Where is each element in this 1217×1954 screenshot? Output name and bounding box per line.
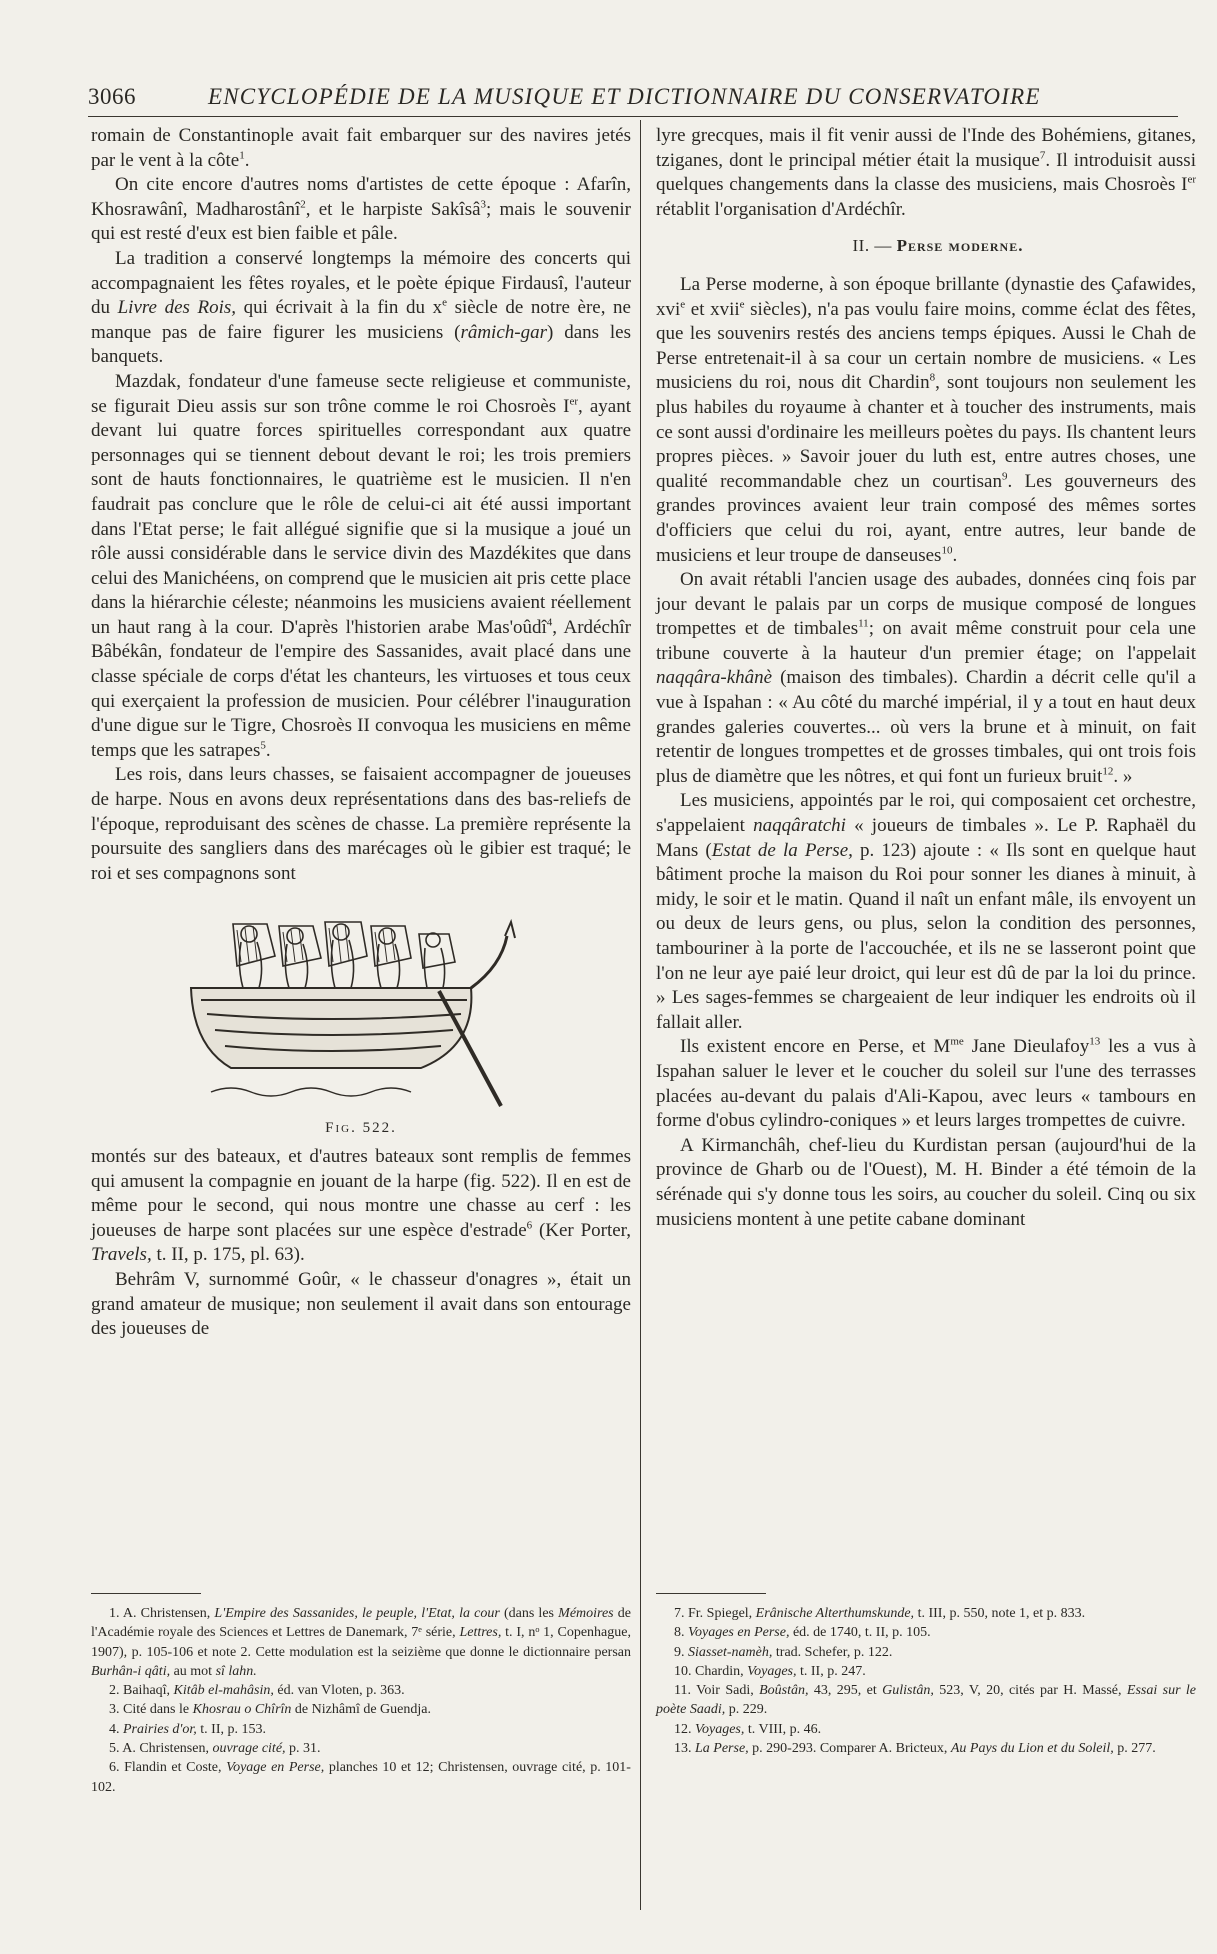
paragraph: Behrâm V, surnommé Goûr, « le chasseur d'onagres », était un grand amateur de musique; non seulement il avait dans son entourage des joueuses de <box>91 1268 631 1340</box>
paragraph: Les musiciens, appointés par le roi, qui composaient cet orchestre, s'appelaient naqqâratchi « joueurs de timbales ». Le P. Raphaël du Mans (Estat de la Perse, p. 123) ajoute : « Ils sont en quelque haut bâtiment proche la maison du Roi pour sonner les dianes à minuit, à midy, le soir et le matin. Quand il naît un enfant mâle, ils envoyent un ou deux de leurs gens, ou plus, selon la condition des personnes, tambouriner à la porte de l'accouchée, et ils ne se lasseront point que l'on ne leur aye paié leur droict, qui leur est dû de par la loi du prince. » Les sages-femmes se chargeaient de leur indiquer les endroits où il fallait aller. <box>656 790 1196 1033</box>
footnote-rule <box>656 1593 766 1594</box>
footnote-ref: 13 <box>1089 1036 1101 1049</box>
paragraph: lyre grecques, mais il fit venir aussi de l'Inde des Bohémiens, gitanes, tziganes, dont le principal métier était la musique$^7$. Il introduisit aussi quelques changements dans la classe des musiciens, mais Chosroès Ier rétablit l'organisation d'Ardéchîr. <box>656 125 1196 220</box>
footnote: 12. Voyages, t. VIII, p. 46. <box>674 1721 822 1737</box>
right-column <box>656 124 1196 1232</box>
footnote: 5. A. Christensen, ouvrage cité, p. 31. <box>109 1741 321 1757</box>
column-divider <box>640 120 641 1910</box>
left-column <box>91 124 631 1342</box>
paragraph: romain de Constantinople avait fait embarquer sur des navires jetés par le vent à la côte$^1$. <box>91 125 631 171</box>
footnotes-right <box>656 1604 1196 1758</box>
footnote: 4. Prairies d'or, t. II, p. 153. <box>109 1721 266 1737</box>
footnote-ref: 5 <box>260 739 266 752</box>
footnote: 10. Chardin, Voyages, t. II, p. 247. <box>674 1663 866 1679</box>
footnote-ref: 6 <box>526 1219 533 1232</box>
footnote: 11. Voir Sadi, Boûstân, 43, 295, et Gulistân, 523, V, 20, cités par H. Massé, Essai sur le poète Saadi, p. 229. <box>656 1683 1197 1718</box>
boat-harpists-illustration <box>171 896 551 1112</box>
footnote: 2. Baihaqî, Kitâb el-mahâsin, éd. van Vloten, p. 363. <box>109 1683 405 1699</box>
paragraph: A Kirmanchâh, chef-lieu du Kurdistan persan (aujourd'hui de la province de Gharb ou de l'Ouest), M. H. Binder a été témoin de la sérénade qui s'y donne tous les soirs, au coucher du soleil. Cinq ou six musiciens montent à une petite cabane dominant <box>656 1134 1196 1230</box>
paragraph: On avait rétabli l'ancien usage des aubades, données cinq fois par jour devant le palais par un corps de musique composé de longues trompettes et de timbales$^{11}$; on avait même construit pour cela une tribune couverte à la hauteur d'un premier étage; on l'appelait naqqâra-khânè (maison des timbales). Chardin a décrit celle qu'il a vue à Ispahan : « Au côté du marché impérial, il y a tout en haut deux grandes galeries couvertes... où vers la brune et à minuit, on fait retentir de longues trompettes et de grosses timbales, qui ont trois fois plus de diamètre que les nôtres, et qui font un furieux bruit$^{12}$. » <box>656 569 1196 787</box>
footnote-ref: 4 <box>546 616 553 629</box>
footnote: 6. Flandin et Coste, Voyage en Perse, planches 10 et 12; Christensen, ouvrage cité, p. 101-102. <box>91 1760 631 1795</box>
footnote: 7. Fr. Spiegel, Erânische Alterthumskunde, t. III, p. 550, note 1, et p. 833. <box>674 1606 1086 1621</box>
section-heading: II. — Perse moderne. <box>852 236 1024 256</box>
footnote-ref: 2 <box>300 198 306 211</box>
footnote: 9. Siasset-namèh, trad. Schefer, p. 122. <box>674 1644 893 1660</box>
footnote: 3. Cité dans le Khosrau o Chîrîn de Nizhâmî de Guendja. <box>109 1702 431 1718</box>
paragraph: On cite encore d'autres noms d'artistes de cette époque : Afarîn, Khosrawânî, Madharostânî$^2$, et le harpiste Sakîsâ$^3$; mais le souvenir qui est resté d'eux est bien faible et pâle. <box>91 174 631 245</box>
page-number: 3066 <box>88 84 136 109</box>
footnote: 8. Voyages en Perse, éd. de 1740, t. II, p. 105. <box>674 1625 931 1641</box>
footnote: 13. La Perse, p. 290-293. Comparer A. Bricteux, Au Pays du Lion et du Soleil, p. 277. <box>674 1741 1156 1757</box>
footnote-ref: 12 <box>1102 765 1114 778</box>
header-rule <box>88 116 1178 117</box>
paragraph: montés sur des bateaux, et d'autres bateaux sont remplis de femmes qui amusent la compagnie en jouant de la harpe (fig. 522). Il en est de même pour le second, qui nous montre une chasse au cerf : les joueuses de harpe sont placées sur une espèce d'estrade$^6$ (Ker Porter, Travels, t. II, p. 175, pl. 63). <box>91 1146 631 1266</box>
footnote-ref: 11 <box>858 617 869 630</box>
footnote-ref: 10 <box>941 544 953 557</box>
footnote-ref: 9 <box>1001 470 1008 483</box>
footnote-rule <box>91 1593 201 1594</box>
running-header <box>88 82 1178 112</box>
paragraph: Mazdak, fondateur d'une fameuse secte religieuse et communiste, se figurait Dieu assis sur son trône comme le roi Chosroès Ier, ayant devant lui quatre forces spirituelles correspondant aux quatre personnages qui se tiennent debout devant le roi; les trois premiers sont de hauts fonctionnaires, le quatrième est le musicien. Il n'en faudrait pas conclure que le rôle de celui-ci ait été aussi important dans l'Etat perse; le fait allégué signifie que si la musique a joué un rôle aussi considérable dans le service divin des Mazdékites que dans celui des Manichéens, on comprend que le musicien ait pris cette place dans la hiérarchie céleste; néanmoins les musiciens avaient réellement un haut rang à la cour. D'après l'historien arabe Mas'oûdî$^4$, Ardéchîr Bâbékân, fondateur de l'empire des Sassanides, avait placé dans une classe spéciale de corps d'état les chanteurs, les virtuoses et tous ceux qui exerçaient la profession de musicien. Pour célébrer l'inauguration d'une digue sur le Tigre, Chosroès II convoqua les musiciens en même temps que les satrapes$^5$. <box>91 370 631 761</box>
footnote: 1. A. Christensen, L'Empire des Sassanides, le peuple, l'Etat, la cour (dans les Mémoires de l'Académie royale des Sciences et Lettres de Danemark, 7ᵉ série, Lettres, t. I, nᵒ 1, Copenhague, 1907), p. 105-106 et note 2. Cette modulation est la seizième que donne le dictionnaire persan Burhân-i qâti, au mot sî lahn. <box>91 1606 631 1679</box>
paragraph: Ils existent encore en Perse, et $M^{me}$ Jane Dieulafoy$^{13}$ les a vus à Ispahan saluer le lever et le coucher du soleil sur l'une des terrasses placées au-devant du palais d'Ali-Kapou, avec leurs « tambours en forme d'obus cylindro-coniques » et leurs larges trompettes de cuivre. <box>656 1036 1197 1132</box>
paragraph: Les rois, dans leurs chasses, se faisaient accompagner de joueuses de harpe. Nous en avons deux représentations dans des bas-reliefs de l'époque, reproduisant des scènes de chasse. La première représente la poursuite des sangliers dans des marécages où le gibier est traqué; le roi et ses compagnons sont <box>91 764 631 884</box>
paragraph: La Perse moderne, à son époque brillante (dynastie des Çafawides, xvi$^e$ et xvii$^e$ siècles), n'a pas voulu faire moins, comme éclat des fêtes, que les souvenirs restés des anciens temps épiques. Aussi le Chah de Perse entretenait-il à sa cour un certain nombre de musiciens. « Les musiciens du roi, nous dit Chardin$^8$, sont toujours non seulement les plus habiles du royaume à chanter et à toucher des instruments, mais ce sont aussi d'ordinaire les meilleurs poètes du pays. Ils chantent leurs propres pièces. » Savoir jouer du luth est, entre autres choses, une qualité recommandable chez un courtisan$^9$. Les gouverneurs des grandes provinces avaient leur train composé des mêmes sortes d'officiers que celui du roi, ayant, entre autres, leur bande de musiciens et leur troupe de danseuses$^{10}$. <box>656 273 1197 566</box>
footnote-ref: 3 <box>480 198 487 211</box>
figure-caption: Fig. 522. <box>325 1120 397 1137</box>
footnote-ref: 1 <box>239 149 245 162</box>
running-title: ENCYCLOPÉDIE DE LA MUSIQUE ET DICTIONNAIRE DU CONSERVATOIRE <box>208 84 1041 109</box>
footnote-ref: 8 <box>929 372 936 385</box>
footnotes-left <box>91 1604 631 1797</box>
paragraph: La tradition a conservé longtemps la mémoire des concerts qui accompagnaient les fêtes royales, et le poète épique Firdausî, l'auteur du Livre des Rois, qui écrivait à la fin du $x^e$ siècle de notre ère, ne manque pas de faire figurer les musiciens (râmich-gar) dans les banquets. <box>91 247 632 368</box>
figure-522 <box>91 896 631 1141</box>
footnote-ref: 7 <box>1039 149 1046 162</box>
